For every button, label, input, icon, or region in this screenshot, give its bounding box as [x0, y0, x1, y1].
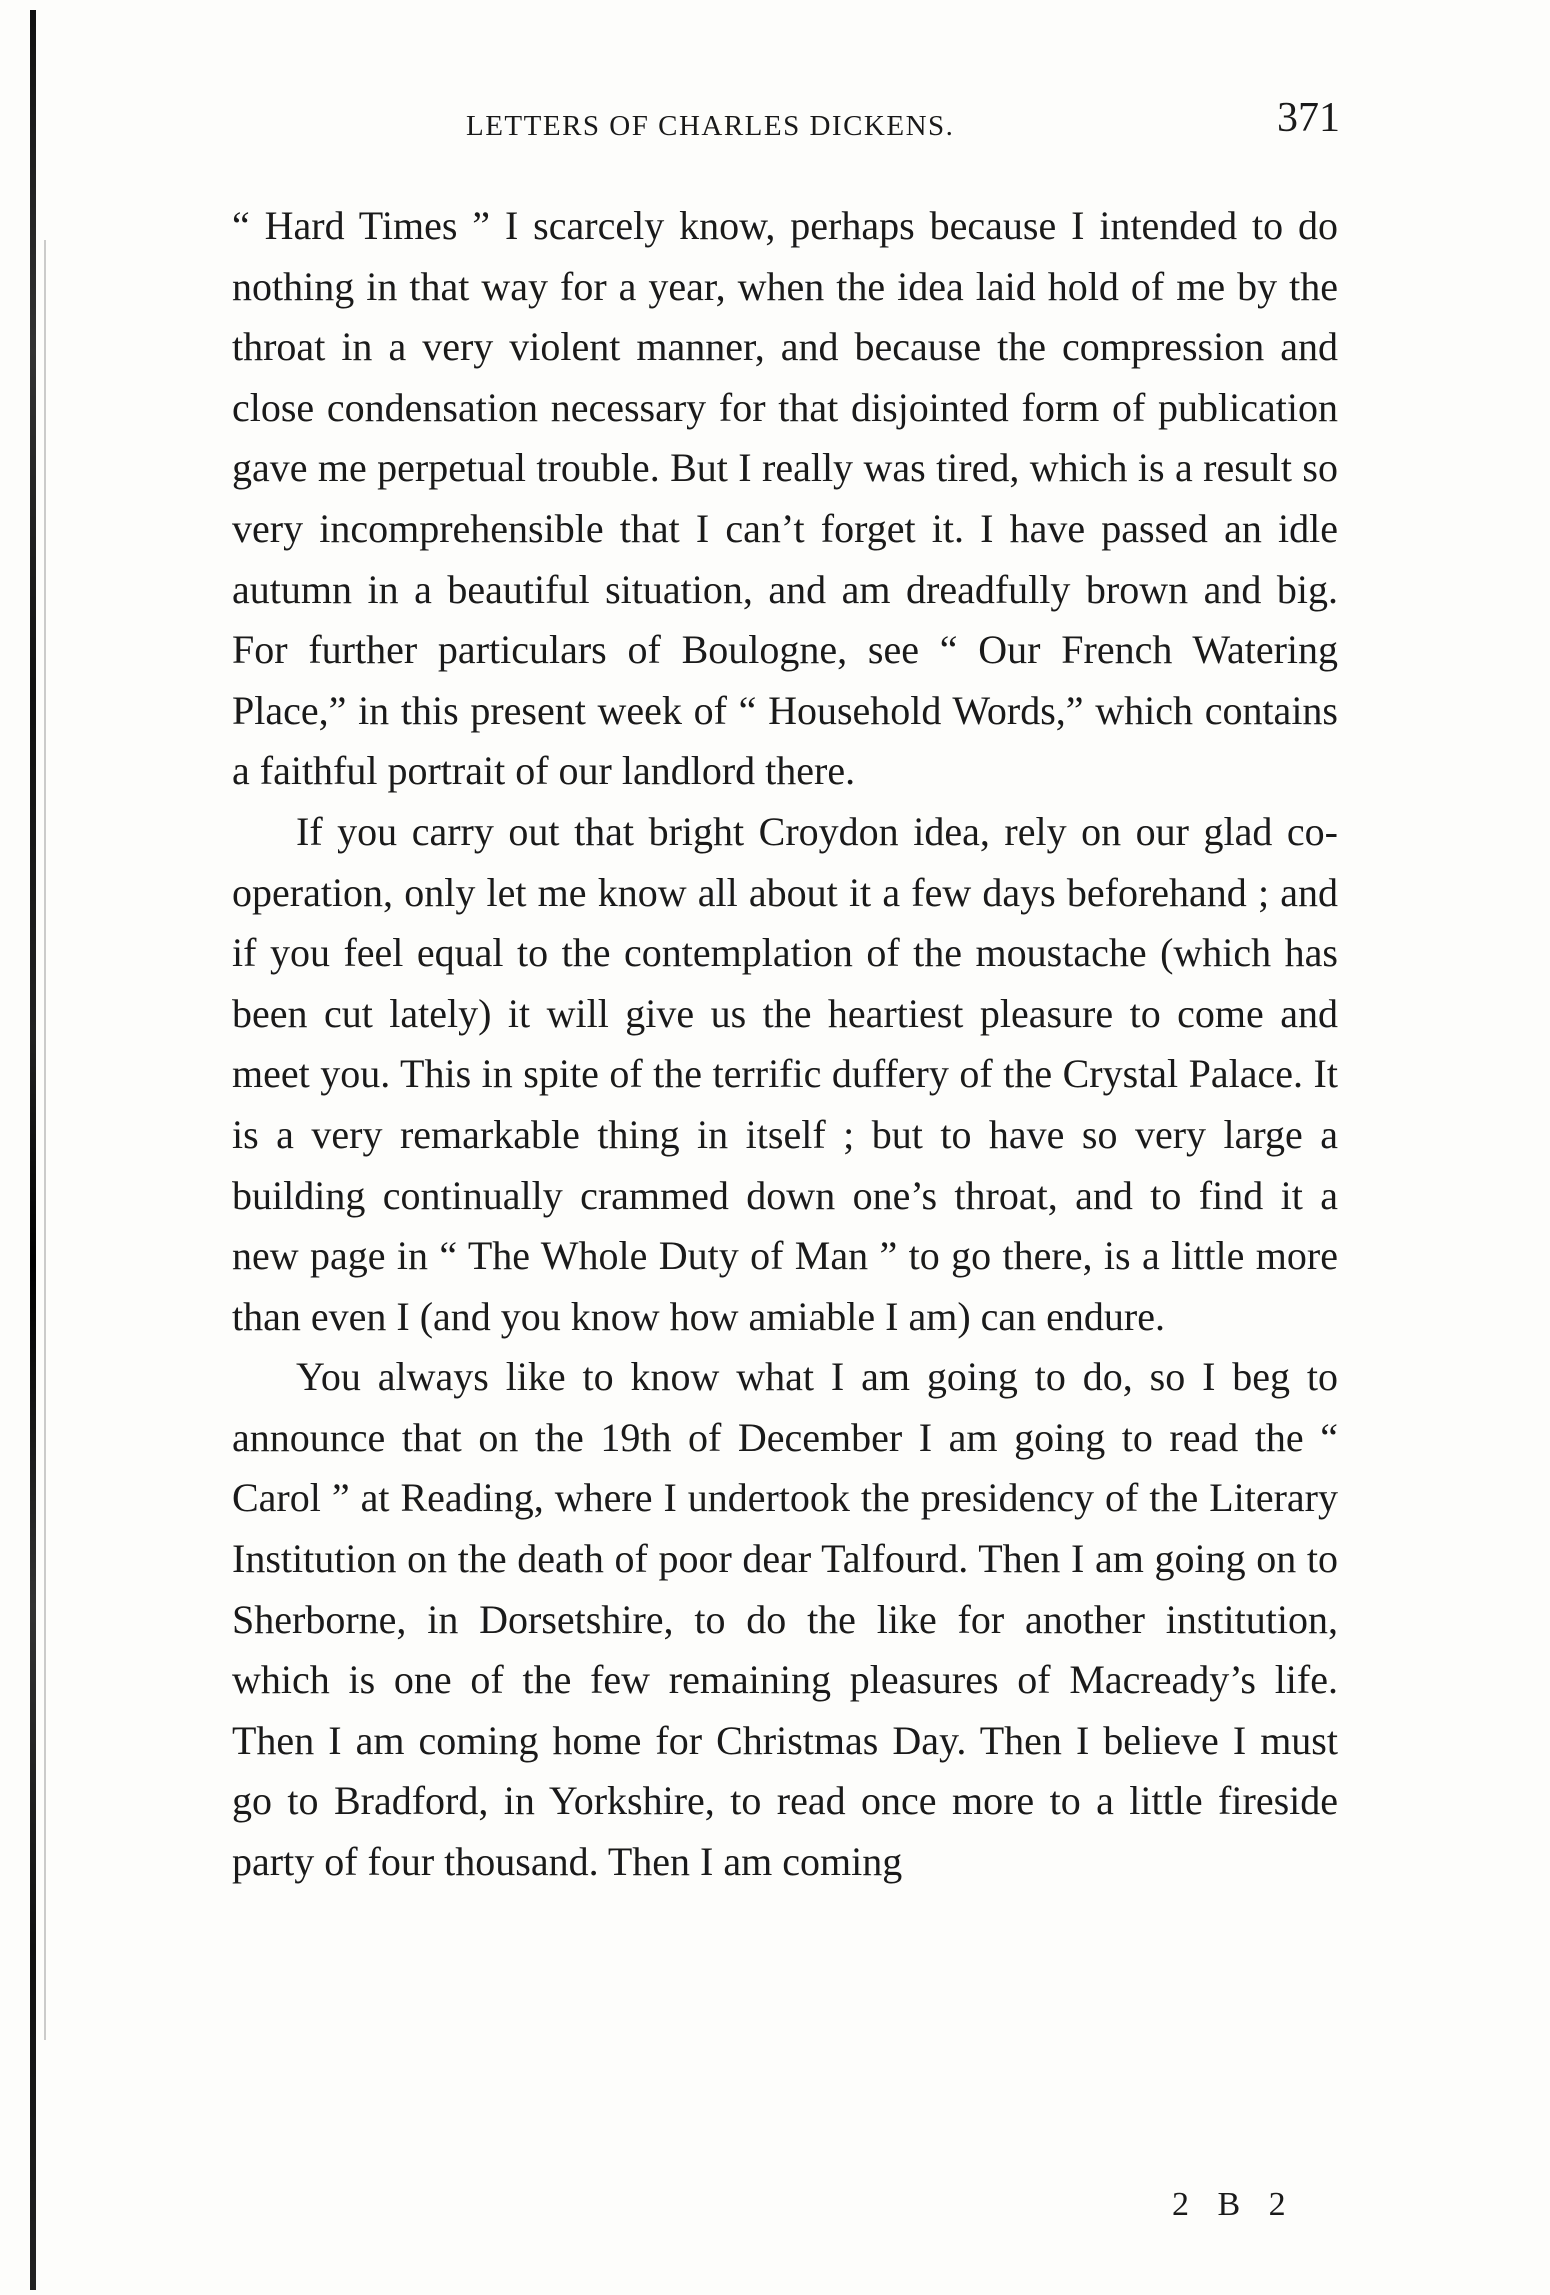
running-title: LETTERS OF CHARLES DICKENS. — [466, 110, 955, 142]
binding-shadow — [44, 240, 46, 2040]
paragraph-3: You always like to know what I am going to do, so I beg to announce that on the 19th of December I am going to read the “ Carol ” at Reading, where I undertook the presidency of the Literary Institution on the death of poor dear Talfourd. Then I am going on to Sherborne, in Dorsetshire, to do the like for another institution, which is one of the few remaining pleasures of Macready’s life. Then I am coming home for Christmas Day. Then I believe I must go to Bradford, in Yorkshire, to read once more to a little fireside party of four thousand. Then I am coming — [232, 1354, 1338, 1885]
running-head — [230, 92, 1340, 152]
paragraph-2: If you carry out that bright Croydon idea, rely on our glad co-operation, only let me know all about it a few days beforehand ; and if you feel equal to the contemplation of the moustache (which has been cut lately) it will give us the heartiest pleasure to come and meet you. This in spite of the terrific duffery of the Crystal Palace. It is a very remarkable thing in itself ; but to have so very large a building continually crammed down one’s throat, and to find it a new page in “ The Whole Duty of Man ” to go there, is a little more than even I (and you know how amiable I am) can endure. — [232, 808, 1338, 1339]
signature-mark: 2 B 2 — [1172, 2186, 1296, 2223]
binding-edge — [30, 10, 36, 2290]
page-number: 371 — [1277, 95, 1340, 141]
paragraph-1: “ Hard Times ” I scarcely know, perhaps because I intended to do nothing in that way for a year, when the idea laid hold of me by the throat in a very violent manner, and because the compression and close condensation necessary for that disjointed form of publication gave me perpetual trouble. But I really was tired, which is a result so very incomprehensible that I can’t forget it. I have passed an idle autumn in a beautiful situation, and am dreadfully brown and big. For further particulars of Boulogne, see “ Our French Watering Place,” in this present week of “ Household Words,” which contains a faithful portrait of our landlord there. — [232, 203, 1338, 794]
body-text — [232, 196, 1338, 1893]
